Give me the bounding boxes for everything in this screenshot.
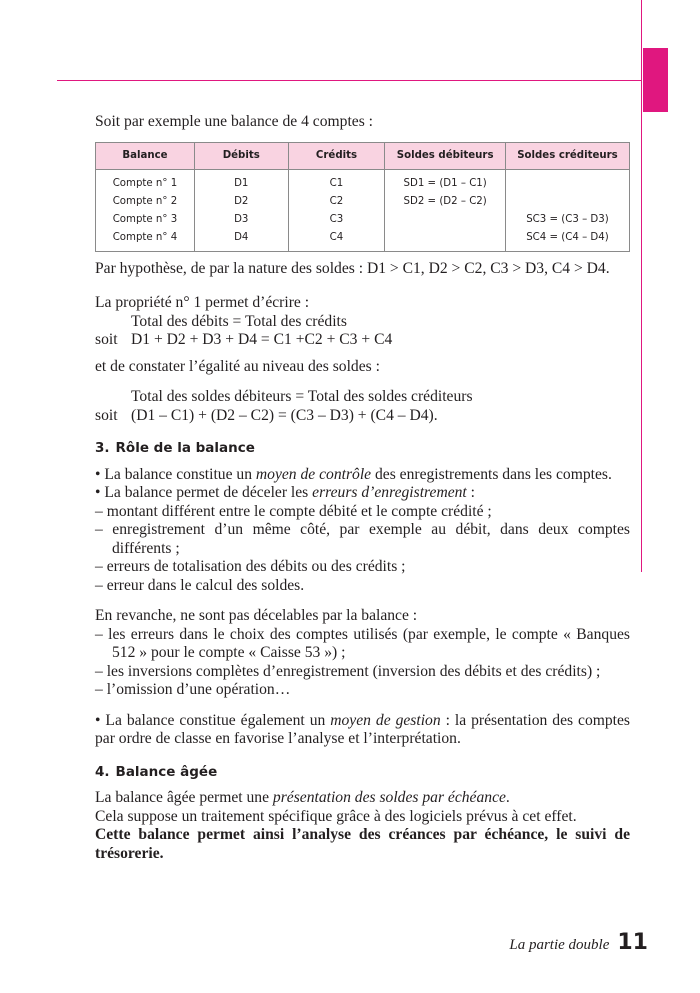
cell: C2 bbox=[329, 195, 344, 207]
list-item: – les inversions complètes d’enregistrement (inversion des débits et des crédits) ; bbox=[95, 662, 601, 680]
header-balance: Balance bbox=[96, 142, 195, 169]
equation-detail-line bbox=[95, 407, 630, 426]
text: • La balance constitue un bbox=[95, 465, 256, 483]
section-4-heading bbox=[95, 763, 630, 782]
page-content bbox=[95, 113, 630, 863]
cell: C3 bbox=[329, 213, 344, 225]
cell: SC3 = (C3 – D3) bbox=[526, 213, 609, 225]
logiciels-text: Cela suppose un traitement spécifique grâce à des logiciels prévus à cet effet. bbox=[95, 807, 577, 825]
cell bbox=[506, 175, 629, 193]
text: : bbox=[466, 484, 475, 501]
text: • La balance constitue également un bbox=[95, 711, 331, 729]
col-debits bbox=[194, 169, 288, 251]
page-number: 11 bbox=[617, 930, 648, 955]
header-rule bbox=[57, 80, 641, 81]
cell: Compte n° 4 bbox=[112, 231, 178, 243]
soit-label: soit bbox=[95, 331, 118, 348]
emphasis: erreurs d’enregistrement bbox=[312, 484, 467, 501]
cell: Compte n° 3 bbox=[112, 213, 178, 225]
emphasis: présentation des soldes par échéance bbox=[272, 789, 506, 806]
col-credits bbox=[288, 169, 385, 251]
cell bbox=[385, 229, 505, 247]
bullet-gestion bbox=[95, 712, 630, 749]
emphasis: moyen de contrôle bbox=[255, 465, 372, 483]
section-number: 3. bbox=[95, 440, 110, 456]
section-title: Balance âgée bbox=[115, 763, 218, 780]
section-title: Rôle de la balance bbox=[115, 440, 255, 456]
table-body bbox=[96, 169, 630, 251]
cell: C4 bbox=[329, 231, 344, 243]
header-credits: Crédits bbox=[288, 142, 385, 169]
col-balance bbox=[96, 169, 195, 251]
header-soldes-debiteurs: Soldes débiteurs bbox=[385, 142, 506, 169]
cell: SC4 = (C4 – D4) bbox=[526, 231, 609, 243]
list-item: – erreur dans le calcul des soldes. bbox=[95, 576, 305, 594]
text: La balance âgée permet une bbox=[95, 789, 273, 806]
hypothesis-text: Par hypothèse, de par la nature des soldes : D1 > C1, D2 > C2, C3 > D3, C4 > D4. bbox=[95, 259, 610, 277]
balance-agee-text bbox=[95, 789, 630, 808]
list-item: – l’omission d’une opération… bbox=[95, 681, 291, 698]
cell: D1 bbox=[234, 177, 249, 189]
cell: Compte n° 2 bbox=[112, 195, 178, 207]
equation-soldes: Total des soldes débiteurs = Total des soldes créditeurs bbox=[131, 388, 473, 405]
list-item: – montant différent entre le compte débité et le compte crédité ; bbox=[95, 502, 492, 520]
footer-title: La partie double bbox=[509, 937, 610, 953]
cell bbox=[506, 193, 629, 211]
constat-text: et de constater l’égalité au niveau des soldes : bbox=[95, 357, 380, 375]
list-item: – enregistrement d’un même côté, par exemple au débit, dans deux comptes différents ; bbox=[95, 521, 630, 557]
bullet-erreurs bbox=[95, 484, 630, 503]
cell: D3 bbox=[234, 213, 249, 225]
header-soldes-crediteurs: Soldes créditeurs bbox=[505, 142, 629, 169]
col-soldes-debiteurs bbox=[385, 169, 506, 251]
cell: D2 bbox=[234, 195, 249, 207]
col-soldes-crediteurs bbox=[505, 169, 629, 251]
intro-text: Soit par exemple une balance de 4 comptes : bbox=[95, 113, 373, 130]
text: . bbox=[505, 789, 510, 806]
balance-table bbox=[95, 142, 630, 252]
table-header-row bbox=[96, 142, 630, 169]
cell: Compte n° 1 bbox=[112, 177, 178, 189]
cell: SD1 = (D1 – C1) bbox=[403, 177, 487, 189]
bullet-controle bbox=[95, 466, 630, 485]
cell bbox=[385, 211, 505, 229]
section-number: 4. bbox=[95, 763, 110, 780]
property-intro: La propriété n° 1 permet d’écrire : bbox=[95, 294, 310, 311]
header-debits: Débits bbox=[194, 142, 288, 169]
cell: C1 bbox=[329, 177, 344, 189]
equation-sum: D1 + D2 + D3 + D4 = C1 +C2 + C3 + C4 bbox=[131, 331, 393, 348]
equation-totals: Total des débits = Total des crédits bbox=[131, 312, 347, 330]
list-item: – erreurs de totalisation des débits ou des crédits ; bbox=[95, 558, 406, 575]
chapter-tab bbox=[643, 48, 668, 112]
soit-label: soit bbox=[95, 406, 118, 424]
text: : la présentation des comptes par ordre de classe en favorise l’analyse et l’interprétation. bbox=[95, 711, 630, 747]
equation-sum-line bbox=[95, 331, 630, 350]
not-detectable-intro: En revanche, ne sont pas décelables par la balance : bbox=[95, 607, 418, 624]
emphasis: moyen de gestion bbox=[330, 711, 441, 729]
margin-rule bbox=[641, 0, 642, 572]
section-3-heading bbox=[95, 439, 630, 458]
equation-detail: (D1 – C1) + (D2 – C2) = (C3 – D3) + (C4 – D4). bbox=[131, 406, 438, 424]
text: • La balance permet de déceler les bbox=[95, 484, 313, 501]
cell: SD2 = (D2 – C2) bbox=[403, 195, 487, 207]
creances-text: Cette balance permet ainsi l’analyse des créances par échéance, le suivi de trésorerie. bbox=[95, 826, 630, 862]
cell: D4 bbox=[234, 231, 249, 243]
text: des enregistrements dans les comptes. bbox=[371, 465, 612, 483]
list-item: – les erreurs dans le choix des comptes utilisés (par exemple, le compte « Banques 512 » pour le compte « Caisse 53 ») ; bbox=[95, 625, 630, 661]
page-footer bbox=[509, 930, 648, 955]
